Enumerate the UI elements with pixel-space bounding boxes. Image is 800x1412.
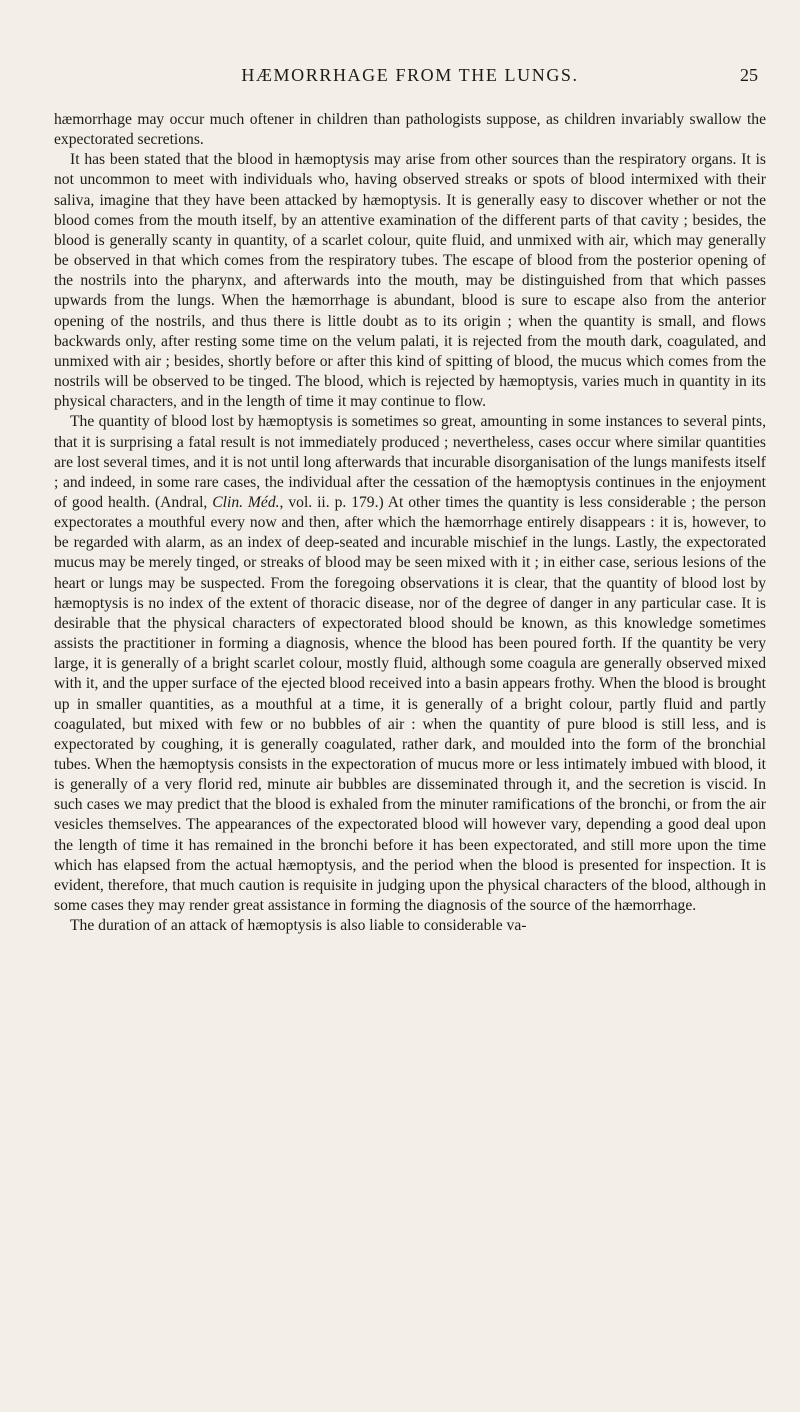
paragraph-blood-sources: It has been stated that the blood in hæmoptysis may arise from other sources than the respiratory organs. It is not uncommon to meet with individuals who, having observed streaks or spots of blood intermixed with their saliva, imagine that they have been attacked by hæmoptysis. It is generally easy to discover whether or not the blood comes from the mouth itself, by an attentive examination of the different parts of that cavity ; besides, the blood is generally scanty in quantity, of a scarlet colour, quite fluid, and unmixed with air, which may generally be observed in that which comes from the respiratory tubes. The escape of blood from the posterior opening of the nostrils into the pharynx, and afterwards into the mouth, may be distinguished from that which passes upwards from the lungs. When the hæmorrhage is abundant, blood is sure to escape also from the anterior opening of the nostrils, and thus there is little doubt as to its origin ; when the quantity is small, and flows backwards only, after resting some time on the velum palati, it is rejected from the mouth dark, coagulated, and unmixed with air ; besides, shortly before or after this kind of spitting of blood, the mucus which comes from the nostrils will be observed to be tinged. The blood, which is rejected by hæmoptysis, varies much in quantity in its physical characters, and in the length of time it may continue to flow. xyxy=(54,151,766,411)
paragraph-blood-quantity xyxy=(54,412,766,916)
body-text xyxy=(54,110,766,936)
paragraph-duration: The duration of an attack of hæmoptysis is also liable to considerable va- xyxy=(70,917,527,935)
paragraph-physical-characters: , vol. ii. p. 179.) At other times the quantity is less considerable ; the person expectorates a mouthful every now and then, after which the hæmorrhage entirely disappears : it is, however, to be regarded with alarm, as an index of deep-seated and incurable mischief in the lungs. Lastly, the expectorated mucus may be merely tinged, or streaks of blood may be seen mixed with it ; in either case, serious lesions of the heart or lungs may be suspected. From the foregoing observations it is clear, that the quantity of blood lost by hæmoptysis is no index of the extent of thoracic disease, nor of the degree of danger in any particular case. It is desirable that the physical characters of expectorated blood should be known, as this knowledge sometimes assists the practitioner in forming a diagnosis, whence the blood has been poured forth. If the quantity be very large, it is generally of a bright scarlet colour, mostly fluid, although some coagula are generally observed mixed with it, and the upper surface of the ejected blood received into a basin appears frothy. When the blood is brought up in smaller quantities, as a mouthful at a time, it is generally of a bright colour, partly fluid and partly coagulated, but mixed with few or no bubbles of air : when the quantity of pure blood is still less, and is expectorated by coughing, it is generally coagulated, rather dark, and moulded into the form of the bronchial tubes. When the hæmoptysis consists in the expectoration of mucus more or less intimately imbued with blood, it is generally of a very florid red, minute air bubbles are disseminated through it, and the secretion is viscid. In such cases we may predict that the blood is exhaled from the minuter ramifications of the bronchi, or from the air vesicles themselves. The appearances of the expectorated blood will however vary, depending a good deal upon the length of time it has remained in the bronchi before it has been expectorated, and still more upon the time which has elapsed from the actual hæmoptysis, and the period when the blood is presented for inspection. It is evident, therefore, that much caution is requisite in judging upon the physical characters of the blood, although in some cases they may render great assistance in forming the diagnosis of the source of the hæmorrhage. xyxy=(54,493,766,915)
citation-title: Clin. Méd. xyxy=(212,493,280,511)
running-title: HÆMORRHAGE FROM THE LUNGS. xyxy=(241,65,579,85)
running-header xyxy=(54,58,766,92)
page-number: 25 xyxy=(740,65,758,85)
citation-open: (Andral, xyxy=(154,493,213,511)
paragraph-continued: hæmorrhage may occur much oftener in children than pathologists suppose, as children invariably swallow the expectorated secretions. xyxy=(54,111,766,149)
paragraph-blood-quantity-text: The quantity of blood lost by hæmoptysis is sometimes so great, amounting in some instances to several pints, that it is surprising a fatal result is not immediately produced ; nevertheless, cases occur where similar quantities are lost several times, and it is not until long afterwards that incurable disorganisation of the lungs manifests itself ; and indeed, in some rare cases, the individual after the cessation of the hæmoptysis continues in the enjoyment of good health. xyxy=(54,413,766,511)
